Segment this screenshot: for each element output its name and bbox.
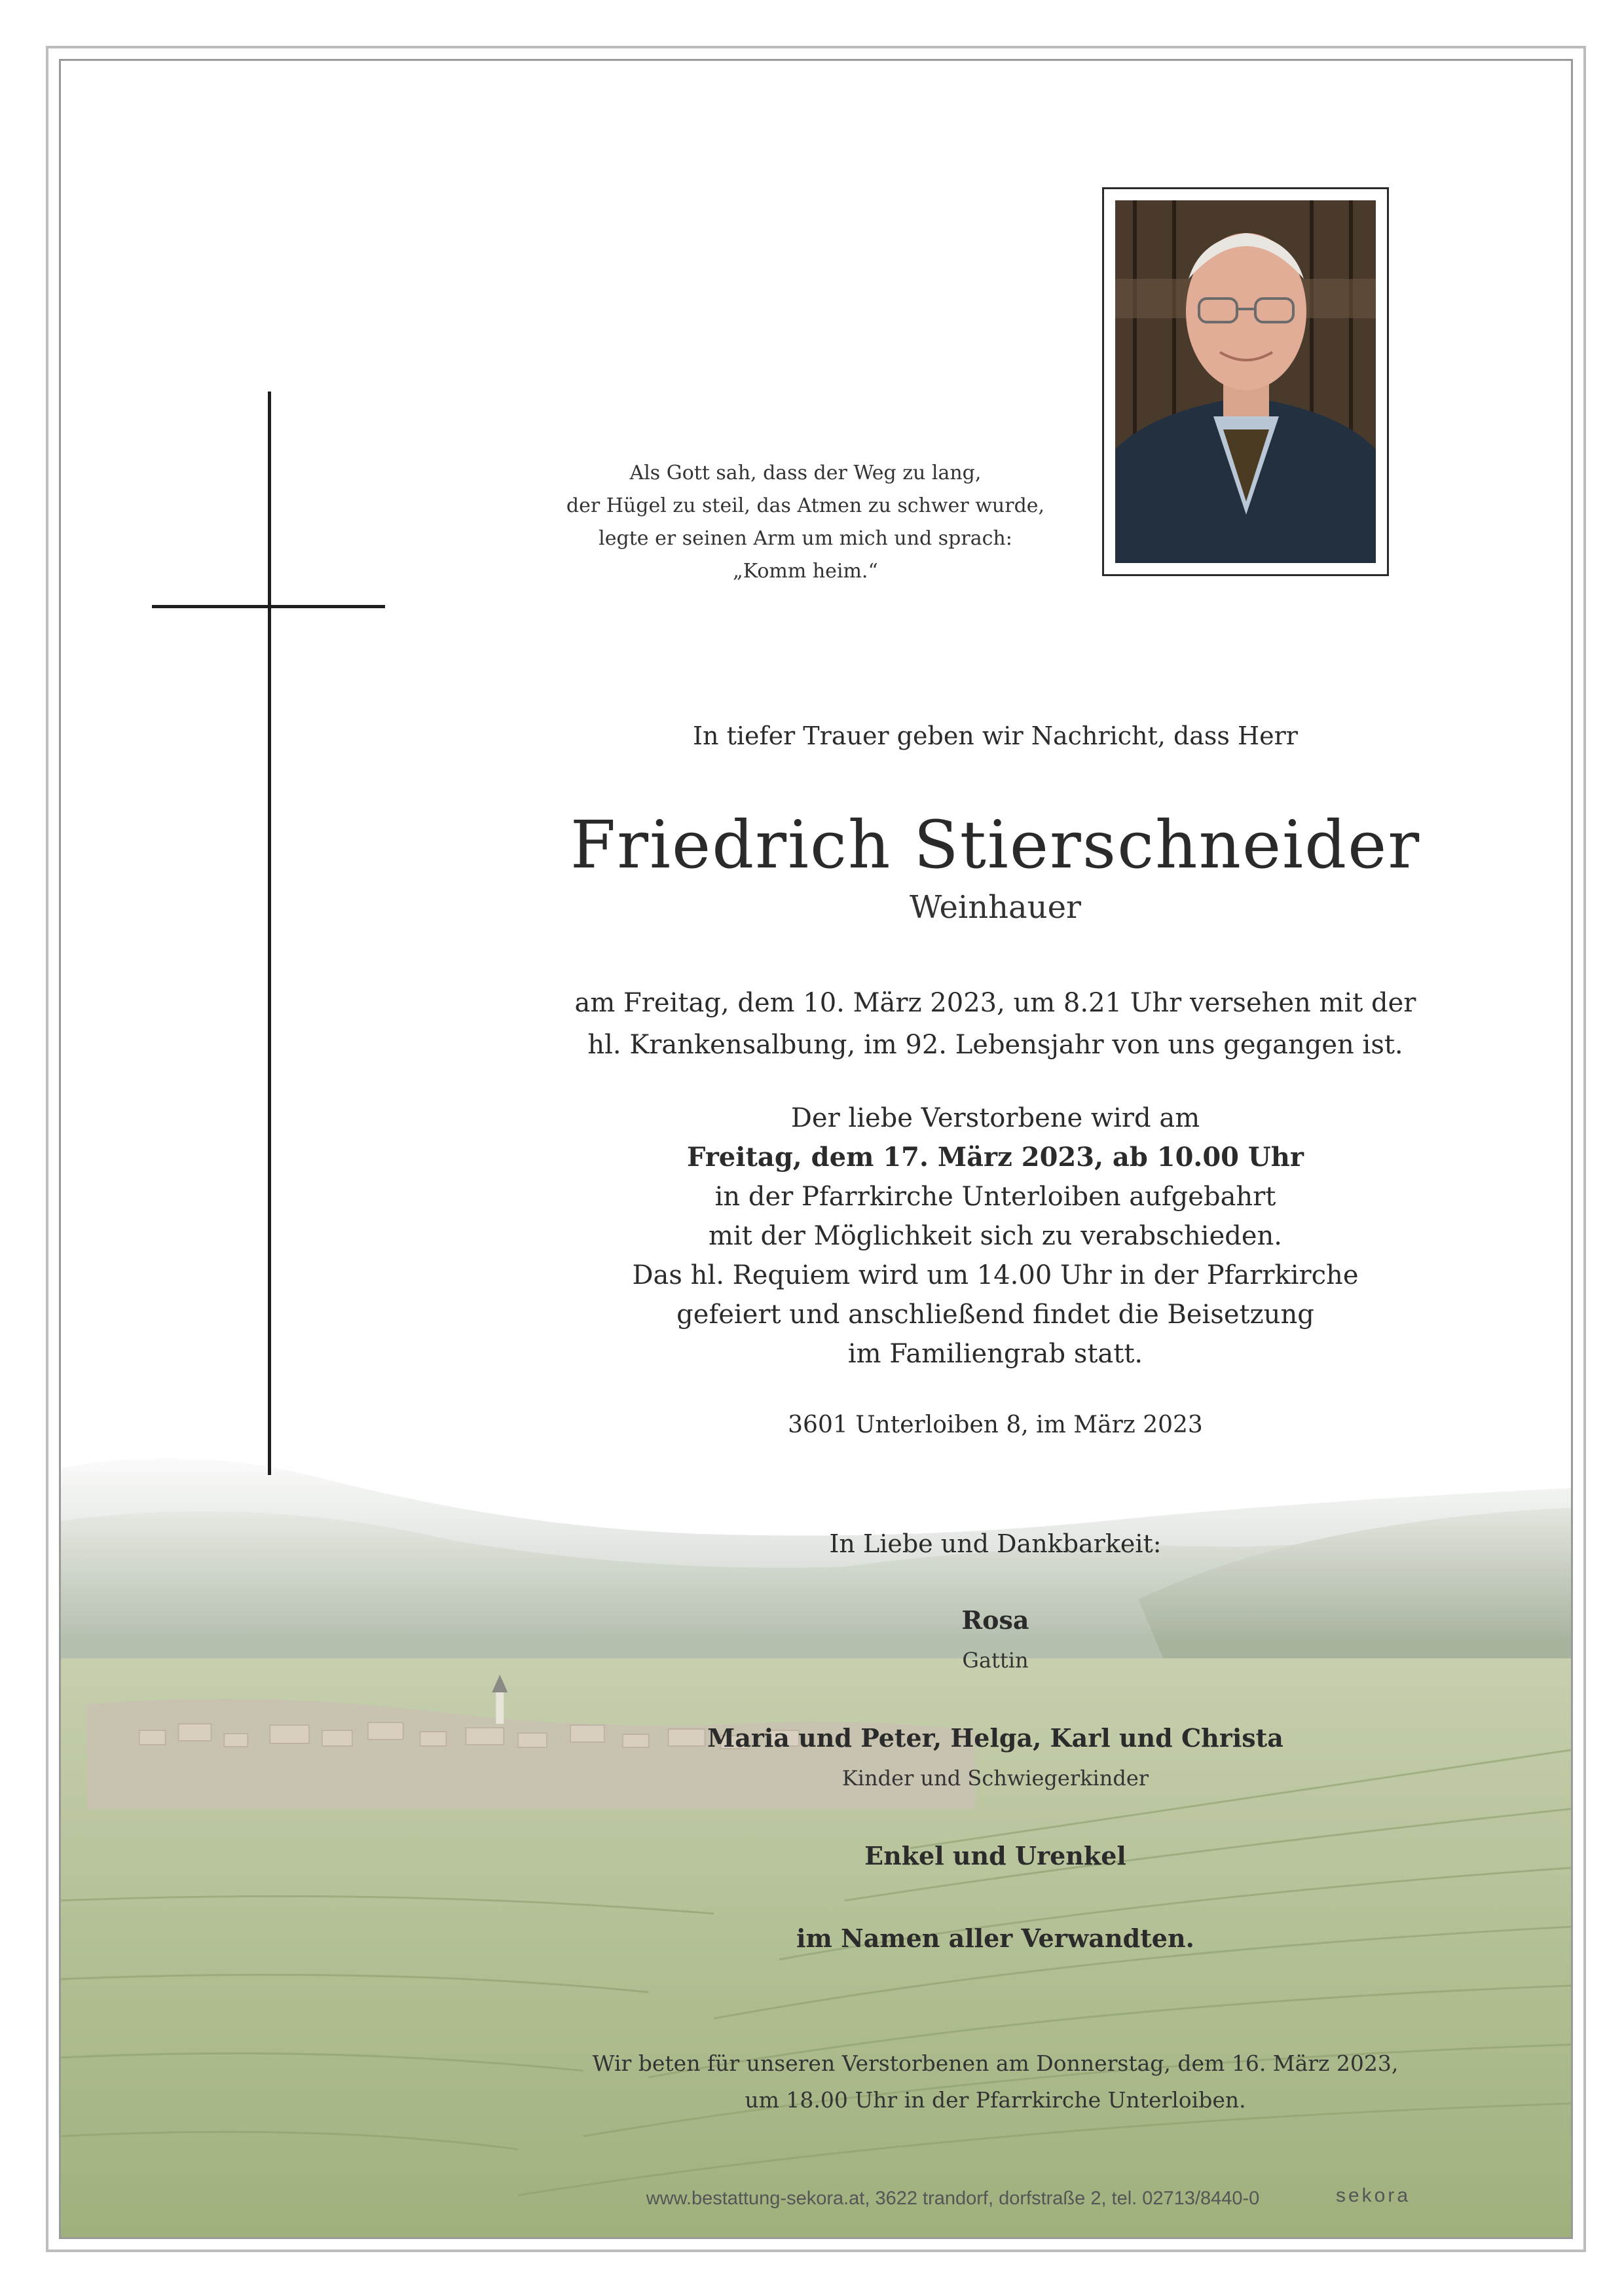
thanks-heading: In Liebe und Dankbarkeit: xyxy=(829,1529,1162,1558)
death-notice-line: am Freitag, dem 10. März 2023, um 8.21 Uhr versehen mit der xyxy=(574,988,1416,1018)
intro-text: In tiefer Trauer geben wir Nachricht, dass Herr xyxy=(693,721,1298,750)
deceased-occupation: Weinhauer xyxy=(910,889,1081,926)
details-line: mit der Möglichkeit sich zu verabschieden. xyxy=(708,1221,1282,1251)
funeral-details xyxy=(471,1099,1519,1374)
poem-line: „Komm heim.“ xyxy=(733,560,878,583)
poem-line: Als Gott sah, dass der Weg zu lang, xyxy=(629,462,982,484)
poem xyxy=(445,457,1166,588)
prayer-line: um 18.00 Uhr in der Pfarrkirche Unterloiben. xyxy=(745,2087,1246,2113)
death-notice xyxy=(471,982,1519,1066)
cross-icon xyxy=(268,392,271,1475)
details-line: in der Pfarrkirche Unterloiben aufgebahrt xyxy=(714,1182,1276,1212)
survivor-name: Enkel und Urenkel xyxy=(864,1841,1126,1870)
details-line: Das hl. Requiem wird um 14.00 Uhr in der Pfarrkirche xyxy=(632,1260,1359,1290)
poem-line: legte er seinen Arm um mich und sprach: xyxy=(599,527,1012,550)
viewing-date: Freitag, dem 17. März 2023, ab 10.00 Uhr xyxy=(687,1142,1304,1173)
survivor-name: Maria und Peter, Helga, Karl und Christa xyxy=(707,1723,1283,1753)
survivor-relation: Kinder und Schwiegerkinder xyxy=(841,1766,1149,1791)
survivor-name: im Namen aller Verwandten. xyxy=(796,1923,1194,1953)
prayer-notice xyxy=(471,2045,1519,2119)
details-line: Der liebe Verstorbene wird am xyxy=(790,1103,1200,1133)
survivor-name: Rosa xyxy=(961,1605,1029,1635)
prayer-line: Wir beten für unseren Verstorbenen am Donnerstag, dem 16. März 2023, xyxy=(592,2050,1399,2076)
deceased-name: Friedrich Stierschneider xyxy=(570,807,1421,883)
survivor-relation: Gattin xyxy=(962,1648,1029,1673)
address-line: 3601 Unterloiben 8, im März 2023 xyxy=(788,1412,1203,1438)
death-notice-line: hl. Krankensalbung, im 92. Lebensjahr von uns gegangen ist. xyxy=(587,1030,1403,1060)
cross-icon-bar xyxy=(152,605,385,608)
funeral-home-logo: sekora xyxy=(1336,2185,1411,2206)
details-line: im Familiengrab statt. xyxy=(847,1339,1143,1369)
details-line: gefeiert und anschließend findet die Beisetzung xyxy=(676,1300,1314,1330)
funeral-home-contact: www.bestattung-sekora.at, 3622 trandorf, dorfstraße 2, tel. 02713/8440-0 xyxy=(646,2188,1260,2209)
poem-line: der Hügel zu steil, das Atmen zu schwer wurde, xyxy=(566,494,1045,517)
